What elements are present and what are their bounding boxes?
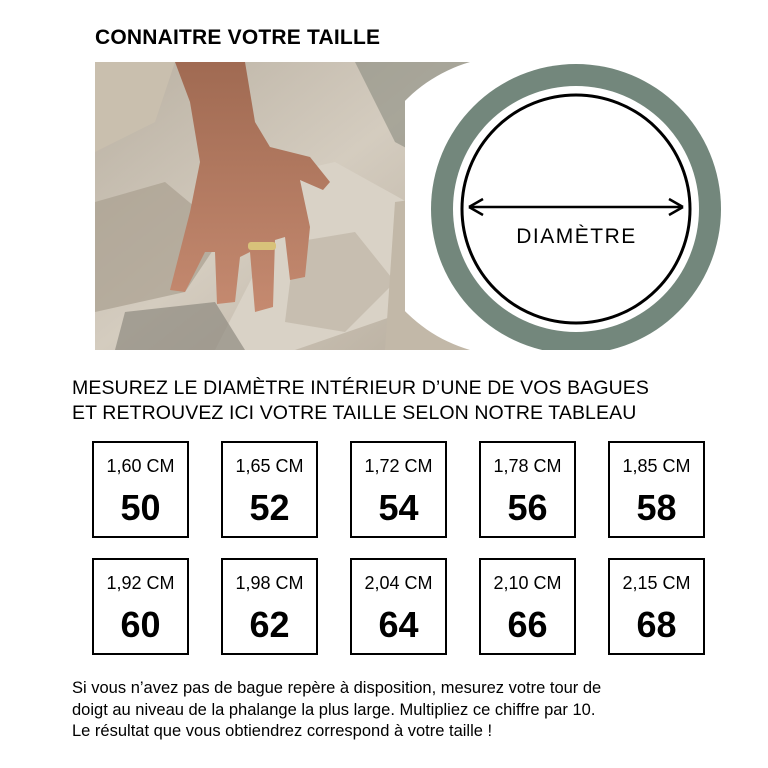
inner-ring-hole: [453, 86, 699, 332]
note-line: Le résultat que vous obtiendrez correspond à votre taille !: [72, 722, 493, 740]
diameter-value: 2,15 CM: [622, 573, 691, 593]
diameter-value: 1,78 CM: [493, 456, 562, 476]
size-box: [479, 441, 576, 538]
ring-size-value: 52: [249, 487, 290, 528]
ring-size-value: 56: [507, 487, 548, 528]
ring-size-value: 66: [507, 604, 548, 645]
page-title: CONNAITRE VOTRE TAILLE: [95, 26, 381, 49]
instruction-line: ET RETROUVEZ ICI VOTRE TAILLE SELON NOTRE TABLEAU: [72, 402, 637, 424]
diameter-value: 1,72 CM: [364, 456, 433, 476]
size-box: [608, 441, 705, 538]
instruction-line: MESUREZ LE DIAMÈTRE INTÉRIEUR D’UNE DE VOS BAGUES: [72, 377, 649, 399]
alternative-measure-note: [72, 678, 732, 743]
ring-size-value: 64: [378, 604, 419, 645]
ring-size-value: 54: [378, 487, 419, 528]
size-box: [92, 441, 189, 538]
diameter-value: 2,04 CM: [364, 573, 433, 593]
note-line: Si vous n’avez pas de bague repère à disposition, mesurez votre tour de: [72, 679, 602, 697]
size-box: [221, 441, 318, 538]
diameter-value: 1,98 CM: [235, 573, 304, 593]
size-box: [479, 558, 576, 655]
diameter-label: DIAMÈTRE: [516, 225, 637, 248]
diameter-value: 1,92 CM: [106, 573, 175, 593]
size-box: [221, 558, 318, 655]
size-box: [608, 558, 705, 655]
ring-size-value: 68: [636, 604, 677, 645]
diameter-value: 1,65 CM: [235, 456, 304, 476]
ring-size-value: 50: [120, 487, 161, 528]
ring-size-value: 60: [120, 604, 161, 645]
ring-size-value: 58: [636, 487, 677, 528]
ring-size-value: 62: [249, 604, 290, 645]
diameter-value: 1,85 CM: [622, 456, 691, 476]
size-box: [350, 558, 447, 655]
measure-instructions: [72, 376, 732, 426]
ring-diameter-diagram: [405, 62, 768, 350]
note-line: doigt au niveau de la phalange la plus large. Multipliez ce chiffre par 10.: [72, 700, 596, 719]
size-box: [92, 558, 189, 655]
diameter-value: 2,10 CM: [493, 573, 562, 593]
diameter-value: 1,60 CM: [106, 456, 175, 476]
size-box: [350, 441, 447, 538]
